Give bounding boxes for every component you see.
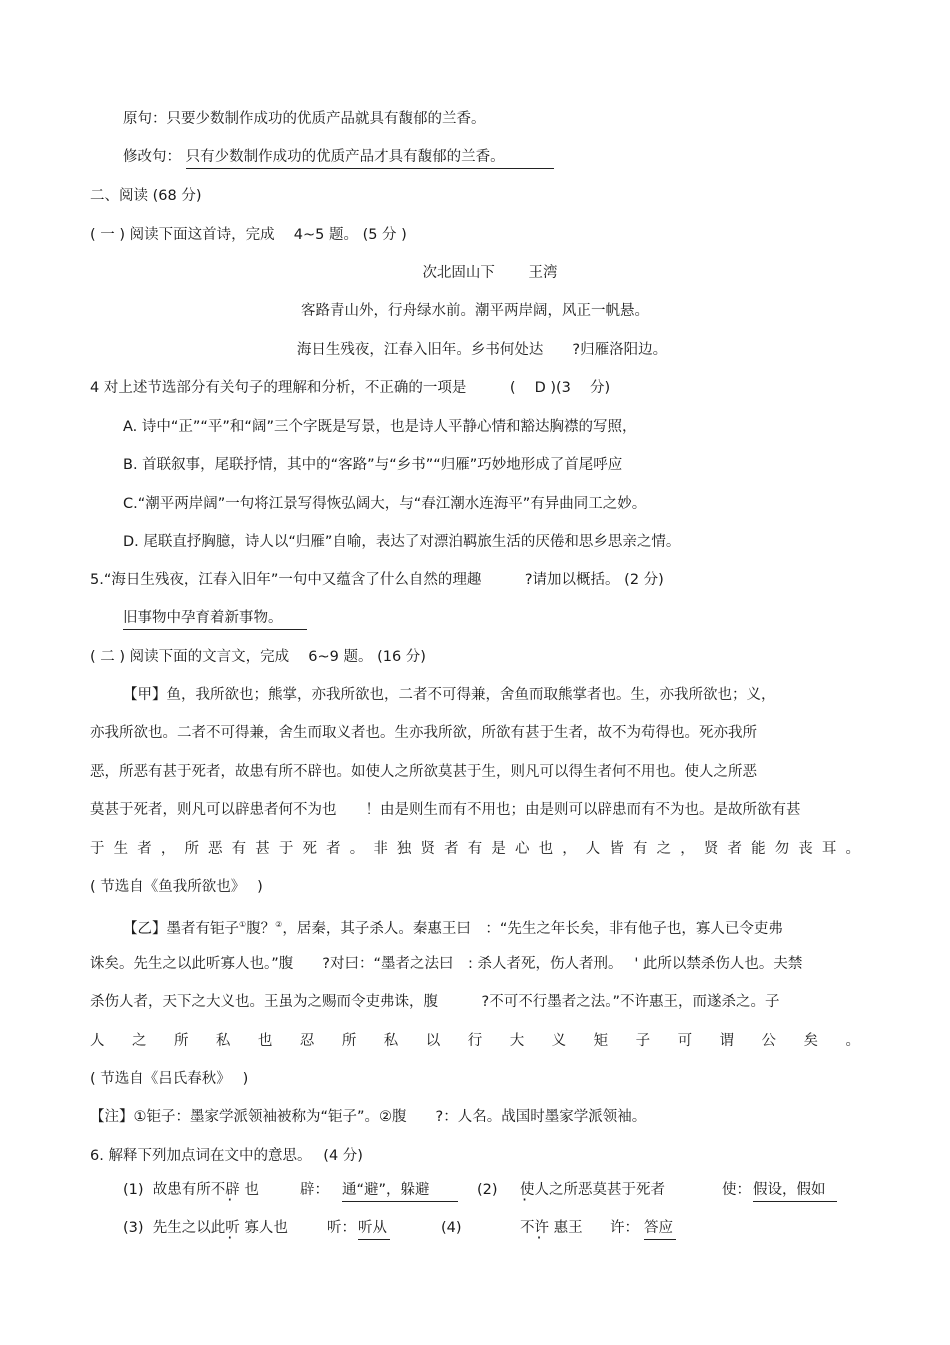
q6-item-4-word: 许： — [610, 1220, 639, 1236]
question-6-stem: 6. 解释下列加点词在文中的意思。 (4 分) — [90, 1148, 363, 1164]
revised-sentence — [123, 147, 554, 169]
yi-last-char: 人 — [90, 1033, 105, 1049]
jia-last-char: 于 — [90, 841, 105, 857]
q6-item-3-word: 听： — [327, 1220, 356, 1236]
q4-option-a: A. 诗中“正”“平”和“阔”三个字既是写景，也是诗人平静心情和豁达胸襟的写照， — [123, 419, 637, 435]
yi-last-char: 可 — [677, 1033, 693, 1049]
jia-last-char: 勿 — [774, 841, 790, 857]
poem-title: 次北固山下 王湾 — [422, 265, 558, 281]
jia-last-char: 有 — [633, 841, 648, 857]
jia-last-char: ， — [680, 841, 695, 857]
jia-line-5 — [90, 839, 860, 859]
yi-last-char: 义 — [551, 1033, 567, 1049]
yi-last-char: 忍 — [299, 1033, 315, 1049]
jia-last-char: 者 — [326, 841, 341, 857]
yi-last-char: 所 — [341, 1033, 357, 1049]
yi-last-char: 私 — [215, 1033, 231, 1049]
yi-last-char: 谓 — [719, 1033, 735, 1049]
poem-line-2: 海日生残夜，江春入旧年。乡书何处达 ?归雁洛阳边。 — [296, 342, 668, 358]
jia-last-char: 者 — [727, 841, 742, 857]
jia-line-4: 莫甚于死者，则凡可以辟患者何不为也 ！由是则生而有不用也；由是则可以辟患而有不为也。是故所欲有甚 — [90, 802, 801, 818]
revised-answer: 只有少数制作成功的优质产品才具有馥郁的兰香。 — [186, 147, 554, 169]
yi-last-char: 矣 — [803, 1033, 818, 1049]
jia-line-2: 亦我所欲也。二者不可得兼，舍生而取义者也。生亦我所欲，所欲有甚于生者，故不为苟得也。死亦我所 — [90, 725, 757, 741]
q6-item-2-answer: 假设，假如 — [753, 1180, 837, 1202]
original-label: 原句： — [123, 111, 167, 127]
jia-last-char: ， — [562, 841, 577, 857]
jia-last-char: 是 — [491, 841, 506, 857]
yi-last-char: 行 — [467, 1033, 483, 1049]
jia-last-char: 独 — [396, 841, 412, 857]
yi-line-1: 【乙】墨者有钜子①腹？②，居秦，其子杀人。秦惠王曰 ：“先生之年长矣，非有他子也，寡人已令吏弗 — [123, 920, 783, 937]
jia-line-3: 恶，所恶有甚于死者，故患有所不辟也。如使人之所欲莫甚于生，则凡可以得生者何不用也。使人之所恶 — [90, 764, 757, 780]
q6-item-1-word: 辟： — [300, 1182, 329, 1198]
yi-line-4 — [90, 1031, 860, 1051]
footnote: 【注】①钜子：墨家学派领袖被称为“钜子”。②腹 ?：人名。战国时墨家学派领袖。 — [90, 1109, 647, 1125]
original-text: 只要少数制作成功的优质产品就具有馥郁的兰香。 — [166, 111, 486, 127]
footnote-2-marker: ② — [275, 920, 283, 929]
q6-item-4: 不许 惠王 — [520, 1220, 583, 1236]
jia-last-char: 人 — [585, 841, 601, 857]
yi-last-char: 也 — [257, 1033, 273, 1049]
question-5-stem: 5.“海日生残夜，江春入旧年”一句中又蕴含了什么自然的理趣 ?请加以概括。 (2 分) — [90, 572, 664, 588]
q6-item-3: (3) 先生之以此听 寡人也 — [123, 1220, 288, 1236]
q4-option-b: B. 首联叙事，尾联抒情，其中的“客路”与“乡书”“归雁”巧妙地形成了首尾呼应 — [123, 457, 623, 473]
jia-last-char: 所 — [184, 841, 199, 857]
yi-last-char: 公 — [761, 1033, 776, 1049]
q6-item-4-answer: 答应 — [644, 1218, 676, 1240]
jia-last-char: 耳 — [821, 841, 837, 857]
yi-line-2: 诛矣。先生之以此听寡人也。”腹 ?对曰：“墨者之法曰 : 杀人者死，伤人者刑。 ' 此所以禁杀伤人也。夫禁 — [90, 956, 803, 972]
q6-item-2-word: 使： — [722, 1182, 751, 1198]
jia-last-char: 能 — [751, 841, 766, 857]
revised-label: 修改句： — [123, 149, 181, 165]
q5-answer: 旧事物中孕育着新事物。 — [123, 608, 307, 630]
yi-last-char: 之 — [131, 1033, 147, 1049]
part1-intro: ( 一 ) 阅读下面这首诗，完成 4~5 题。 (5 分 ) — [90, 227, 407, 243]
jia-last-char: 皆 — [609, 841, 624, 857]
q6-item-1: (1) 故患有所不辟 也 — [123, 1182, 259, 1198]
jia-last-char: 生 — [113, 841, 129, 857]
jia-last-char: ， — [160, 841, 176, 857]
jia-last-char: 甚 — [255, 841, 270, 857]
jia-last-char: 之 — [656, 841, 672, 857]
q6-item-4-num: (4) — [441, 1220, 462, 1236]
jia-last-char: 者 — [444, 841, 459, 857]
jia-last-char: 心 — [514, 841, 530, 857]
q6-item-2-num: (2) — [477, 1182, 498, 1198]
jia-source: ( 节选自《鱼我所欲也》 ) — [90, 879, 263, 895]
part2-intro: ( 二 ) 阅读下面的文言文，完成 6~9 题。 (16 分) — [90, 649, 426, 665]
jia-last-char: 。 — [349, 841, 365, 857]
yi-last-char: 私 — [383, 1033, 399, 1049]
q6-item-1-answer: 通“避”，躲避 — [342, 1180, 458, 1202]
jia-last-char: 丧 — [798, 841, 813, 857]
question-4-stem: 4 对上述节选部分有关句子的理解和分析，不正确的一项是 ( D )(3 分) — [90, 380, 611, 396]
jia-last-char: 死 — [302, 841, 317, 857]
yi-last-char: 。 — [845, 1033, 860, 1049]
jia-last-char: 恶 — [208, 841, 223, 857]
yi-last-char: 子 — [635, 1033, 651, 1049]
jia-last-char: 。 — [845, 841, 860, 857]
jia-last-char: 于 — [278, 841, 294, 857]
yi-line-3: 杀伤人者，天下之大义也。王虽为之赐而令吏弗诛，腹 ?不可不行墨者之法。”不许惠王，而遂杀之。子 — [90, 994, 780, 1010]
yi-source: ( 节选自《吕氏春秋》 ) — [90, 1071, 249, 1087]
yi-last-char: 矩 — [593, 1033, 609, 1049]
q6-item-3-answer: 听从 — [358, 1218, 390, 1240]
footnote-1-marker: ① — [239, 920, 247, 929]
jia-last-char: 也 — [538, 841, 554, 857]
jia-last-char: 贤 — [420, 841, 436, 857]
original-sentence — [123, 109, 486, 129]
q4-option-d: D. 尾联直抒胸臆，诗人以“归雁”自喻，表达了对漂泊羁旅生活的厌倦和思乡思亲之情。 — [123, 534, 681, 550]
yi-last-char: 以 — [425, 1033, 441, 1049]
section-title: 二、阅读 (68 分) — [90, 188, 202, 204]
jia-last-char: 有 — [467, 841, 483, 857]
yi-last-char: 大 — [509, 1033, 525, 1049]
jia-last-char: 者 — [137, 841, 152, 857]
poem-line-1: 客路青山外，行舟绿水前。潮平两岸阔，风正一帆悬。 — [301, 303, 649, 319]
q4-option-c: C.“潮平两岸阔”一句将江景写得恢弘阔大，与“春江潮水连海平”有异曲同工之妙。 — [123, 496, 647, 512]
q6-item-2: 使人之所恶莫甚于死者 — [520, 1182, 665, 1198]
jia-last-char: 贤 — [703, 841, 719, 857]
jia-last-char: 有 — [231, 841, 247, 857]
yi-last-char: 所 — [173, 1033, 189, 1049]
jia-last-char: 非 — [373, 841, 388, 857]
jia-line-1: 【甲】鱼，我所欲也；熊掌，亦我所欲也，二者不可得兼，舍鱼而取熊掌者也。生，亦我所欲也；义， — [123, 687, 776, 703]
